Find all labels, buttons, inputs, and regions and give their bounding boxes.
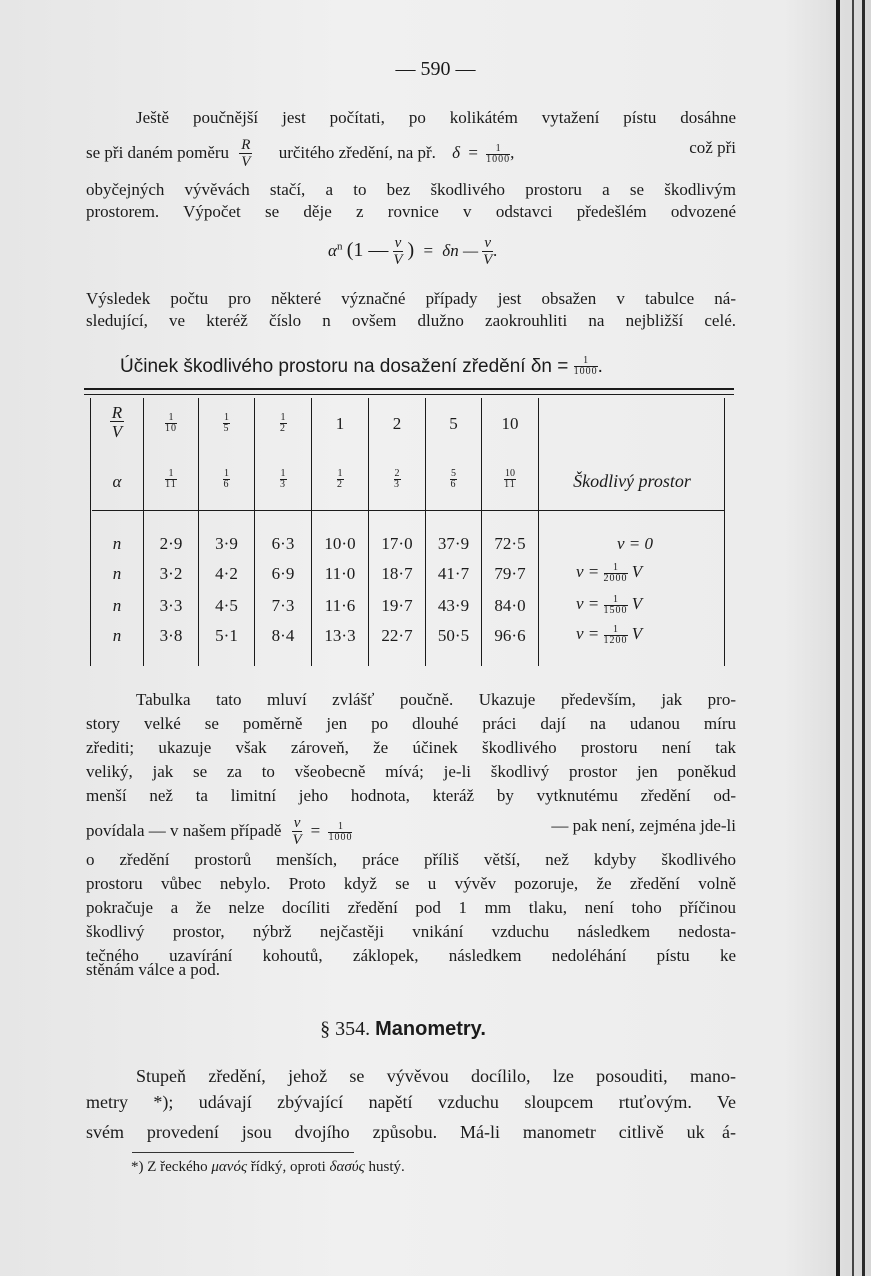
para2-line-1: Tabulka tato mluví zvlášť poučně. Ukazuje především, jak pro-	[136, 690, 736, 709]
header-alpha-cell: $\frac{10}{11}$	[504, 467, 516, 490]
para2-line-10: škodlivý prostor, nýbrž nejčastěji vnikání vzduchu následkem nedosta-	[86, 922, 736, 941]
intro-line-2c: což při	[689, 138, 736, 157]
fraction-r-over-v: $\frac{R}{V}$	[241, 137, 251, 170]
header-alpha-cell: $\frac{2}{3}$	[394, 467, 400, 490]
result-line-2: sledující, ve kteréž číslo n ovšem dlužno zaokrouhliti na nejbližší celé.	[86, 311, 736, 330]
para2-line-9: pokračuje a že nelze docíliti zředění pod 1 mm tlaku, není toho příčinou	[86, 898, 736, 917]
fraction-one-thousandth: $\frac{1}{1000}$	[486, 142, 511, 165]
header-alpha-cell: $\frac{1}{2}$	[337, 467, 343, 490]
binding-edge	[852, 0, 854, 1276]
header-rv-cell: 5	[449, 414, 458, 433]
table-caption: Účinek škodlivého prostoru na dosažení zředění δn = $\frac{1}{1000}$ .	[120, 355, 603, 378]
section-heading: § 354. Manometry.	[320, 1018, 486, 1040]
intro-line-3: obyčejných vývěvách stačí, a to bez škodlivého prostoru a se škodlivým	[86, 180, 736, 199]
header-alpha-label: α	[112, 472, 122, 491]
header-rv-label: $\frac{R}{V}$	[111, 403, 123, 441]
para2-line-11: tečného uzavírání kohoutů, záklopek, následkem nedoléhání pístu ke	[86, 946, 736, 965]
header-rv-cell: $\frac{1}{2}$	[280, 411, 286, 434]
intro-line-2: se při daném poměru $\frac{R}{V}$ určitého zředění, na př. δ = $\frac{1}{1000}$ , což při	[86, 137, 736, 170]
para2-line-4: veliký, jak se za to všeobecně mívá; je-li škodlivý prostor jen poněkud	[86, 762, 736, 781]
header-rv-cell: $\frac{1}{5}$	[223, 411, 230, 434]
intro-line-1: Ještě poučnější jest počítati, po kolikátém vytažení pístu dosáhne	[136, 108, 736, 127]
header-rv-cell: 1	[335, 414, 345, 433]
header-harmful-space: Škodlivý prostor	[573, 471, 691, 491]
result-line-1: Výsledek počtu pro některé význačné případy jest obsažen v tabulce ná-	[86, 289, 736, 308]
equation: $\alpha^n$ (1 — $\frac{v}{V}$ ) = δn — $\frac{v}{V}$ .	[328, 235, 498, 268]
header-rv-cell: $\frac{1}{10}$	[165, 411, 177, 434]
page-number: — 590 —	[395, 58, 476, 80]
table-header-divider	[92, 510, 724, 511]
para2-line-2: story velké se poměrně jen po dlouhé práci dají na udanou míru	[86, 714, 736, 733]
header-alpha-cell: $\frac{5}{6}$	[450, 467, 457, 490]
table-top-rule	[84, 388, 734, 390]
intro-line-4: prostorem. Výpočet se děje z rovnice v odstavci předešlém odvozené	[86, 202, 736, 221]
para2-line-6: povídala — v našem případě $\frac{v}{V}$ = $\frac{1}{1000}$ — pak není, zejména jde-li	[86, 815, 736, 848]
para2-line-7: o zředění prostorů menších, práce příliš větší, než kdyby škodlivého	[86, 850, 736, 869]
header-alpha-cell: $\frac{1}{3}$	[280, 467, 286, 490]
para2-line-12: stěnám válce a pod.	[86, 960, 221, 979]
para2-line-3: zřediti; ukazuje však zároveň, že účinek škodlivého prostoru není tak	[86, 738, 736, 757]
book-page: — 590 — Ještě poučnější jest počítati, po kolikátém vytažení pístu dosáhne se při daném poměru $\frac{R}{V}$ určitého zředění, na př. δ = $\frac{1}{1000}$ , což při obyčejných vývěvách stačí, a to bez škodlivého prostoru a se škodlivým prostorem. Výpočet se děje z rovnice v odstavci předešlém odvozené $\alpha^n$ (1 — $\frac{v}{V}$ ) = δn — $\frac{v}{V}$ . Výsledek počtu pro některé význačné případy jest obsažen v tabulce ná- sledující, ve kteréž číslo n ovšem dlužno zaokrouhliti na nejbližší celé. Účinek škodlivého prostoru na dosažení zředění δn = $\frac{1}{1000}$ . $\frac{R}{V}$ $\frac{1}{10}$ $\frac{1}{5}$ $\frac{1}{2}$ 1 2 5 10 α $\frac{1}{11}$ $\frac{1}{6}$ $\frac{1}{3}$ $\frac{1}{2}$ $\frac{2}{3}$ $\frac{5}{6}$ $\frac{10}{11}$ Škodlivý prostor n 2·9 3·9 6·3 10·0 17·0 37·9 72·5 v = 0 n 3·2 4·2 6·9 11·0 18·7 41·7 79·7 v = $\frac{1}{2000}$ V n 3·3 4·5 7·3 11·6 19·7 43·9 84·0 v = $\frac{1}{1500}$ V n 3·8 5·1 8·4 13·3 22·7 50·5 96·6 v = $\frac{1}{1200}$ V Tabulka tato mluví zvlášť poučně. Ukazuje především, jak pro- story velké se poměrně jen po dlouhé práci dají na udanou míru zřediti; ukazuje však zároveň, že účinek škodlivého prostoru není tak veliký, jak se za to všeobecně mívá; je-li škodlivý prostor jen poněkud menší než ta limitní jeho hodnota, kteráž by vytknutému zředění od- povídala — v našem případě $\frac{v}{V}$ = $\frac{1}{1000}$ — pak není, zejména jde-li o zředění prostorů menších, práce příliš větší, než kdyby škodlivého prostoru vůbec nebylo. Proto když se u vývěv pozoruje, že zředění volně pokračuje a že nelze docíliti zředění pod 1 mm tlaku, není toho příčinou škodlivý prostor, nýbrž nejčastěji vnikání vzduchu následkem nedosta- tečného uzavírání kohoutů, záklopek, následkem nedoléhání pístu ke stěnám válce a pod. § 354. Manometry. Stupeň zředění, jehož se vývěvou docílilo, lze posouditi, mano- metry *); udávají zbývající napětí vzduchu sloupcem rtuťovým. Ve svém provedení jsou dvojího způsobu. Má-li manometr citlivě ukᅟá- *) Z řeckého μανός řídký, oproti δασύς hustý.	[0, 0, 871, 1276]
para3-line-2: metry *); udávají zbývající napětí vzduchu sloupcem rtuťovým. Ve	[86, 1092, 736, 1112]
para2-line-5: menší než ta limitní jeho hodnota, kteráž by vytknutému zředění od-	[86, 786, 736, 805]
header-alpha-cell: $\frac{1}{11}$	[165, 467, 177, 490]
header-alpha-cell: $\frac{1}{6}$	[223, 467, 230, 490]
table-top-rule-2	[84, 394, 734, 395]
para2-line-8: prostoru vůbec nebylo. Proto když se u vývěv pozoruje, že zředění volně	[86, 874, 736, 893]
footnote-rule	[132, 1152, 354, 1153]
para3-line-1: Stupeň zředění, jehož se vývěvou docílilo, lze posouditi, mano-	[136, 1066, 736, 1086]
header-rv-cell: 2	[392, 414, 402, 433]
intro-line-2b: určitého zředění, na př.	[278, 142, 436, 162]
intro-line-2a: se při daném poměru	[86, 142, 230, 162]
para3-line-3: svém provedení jsou dvojího způsobu. Má-li manometr citlivě ukᅟá-	[86, 1122, 736, 1142]
binding-edge	[862, 0, 865, 1276]
header-rv-cell: 10	[501, 414, 519, 433]
footnote: *) Z řeckého μανός řídký, oproti δασύς hustý.	[131, 1159, 405, 1175]
binding-edge	[836, 0, 840, 1276]
